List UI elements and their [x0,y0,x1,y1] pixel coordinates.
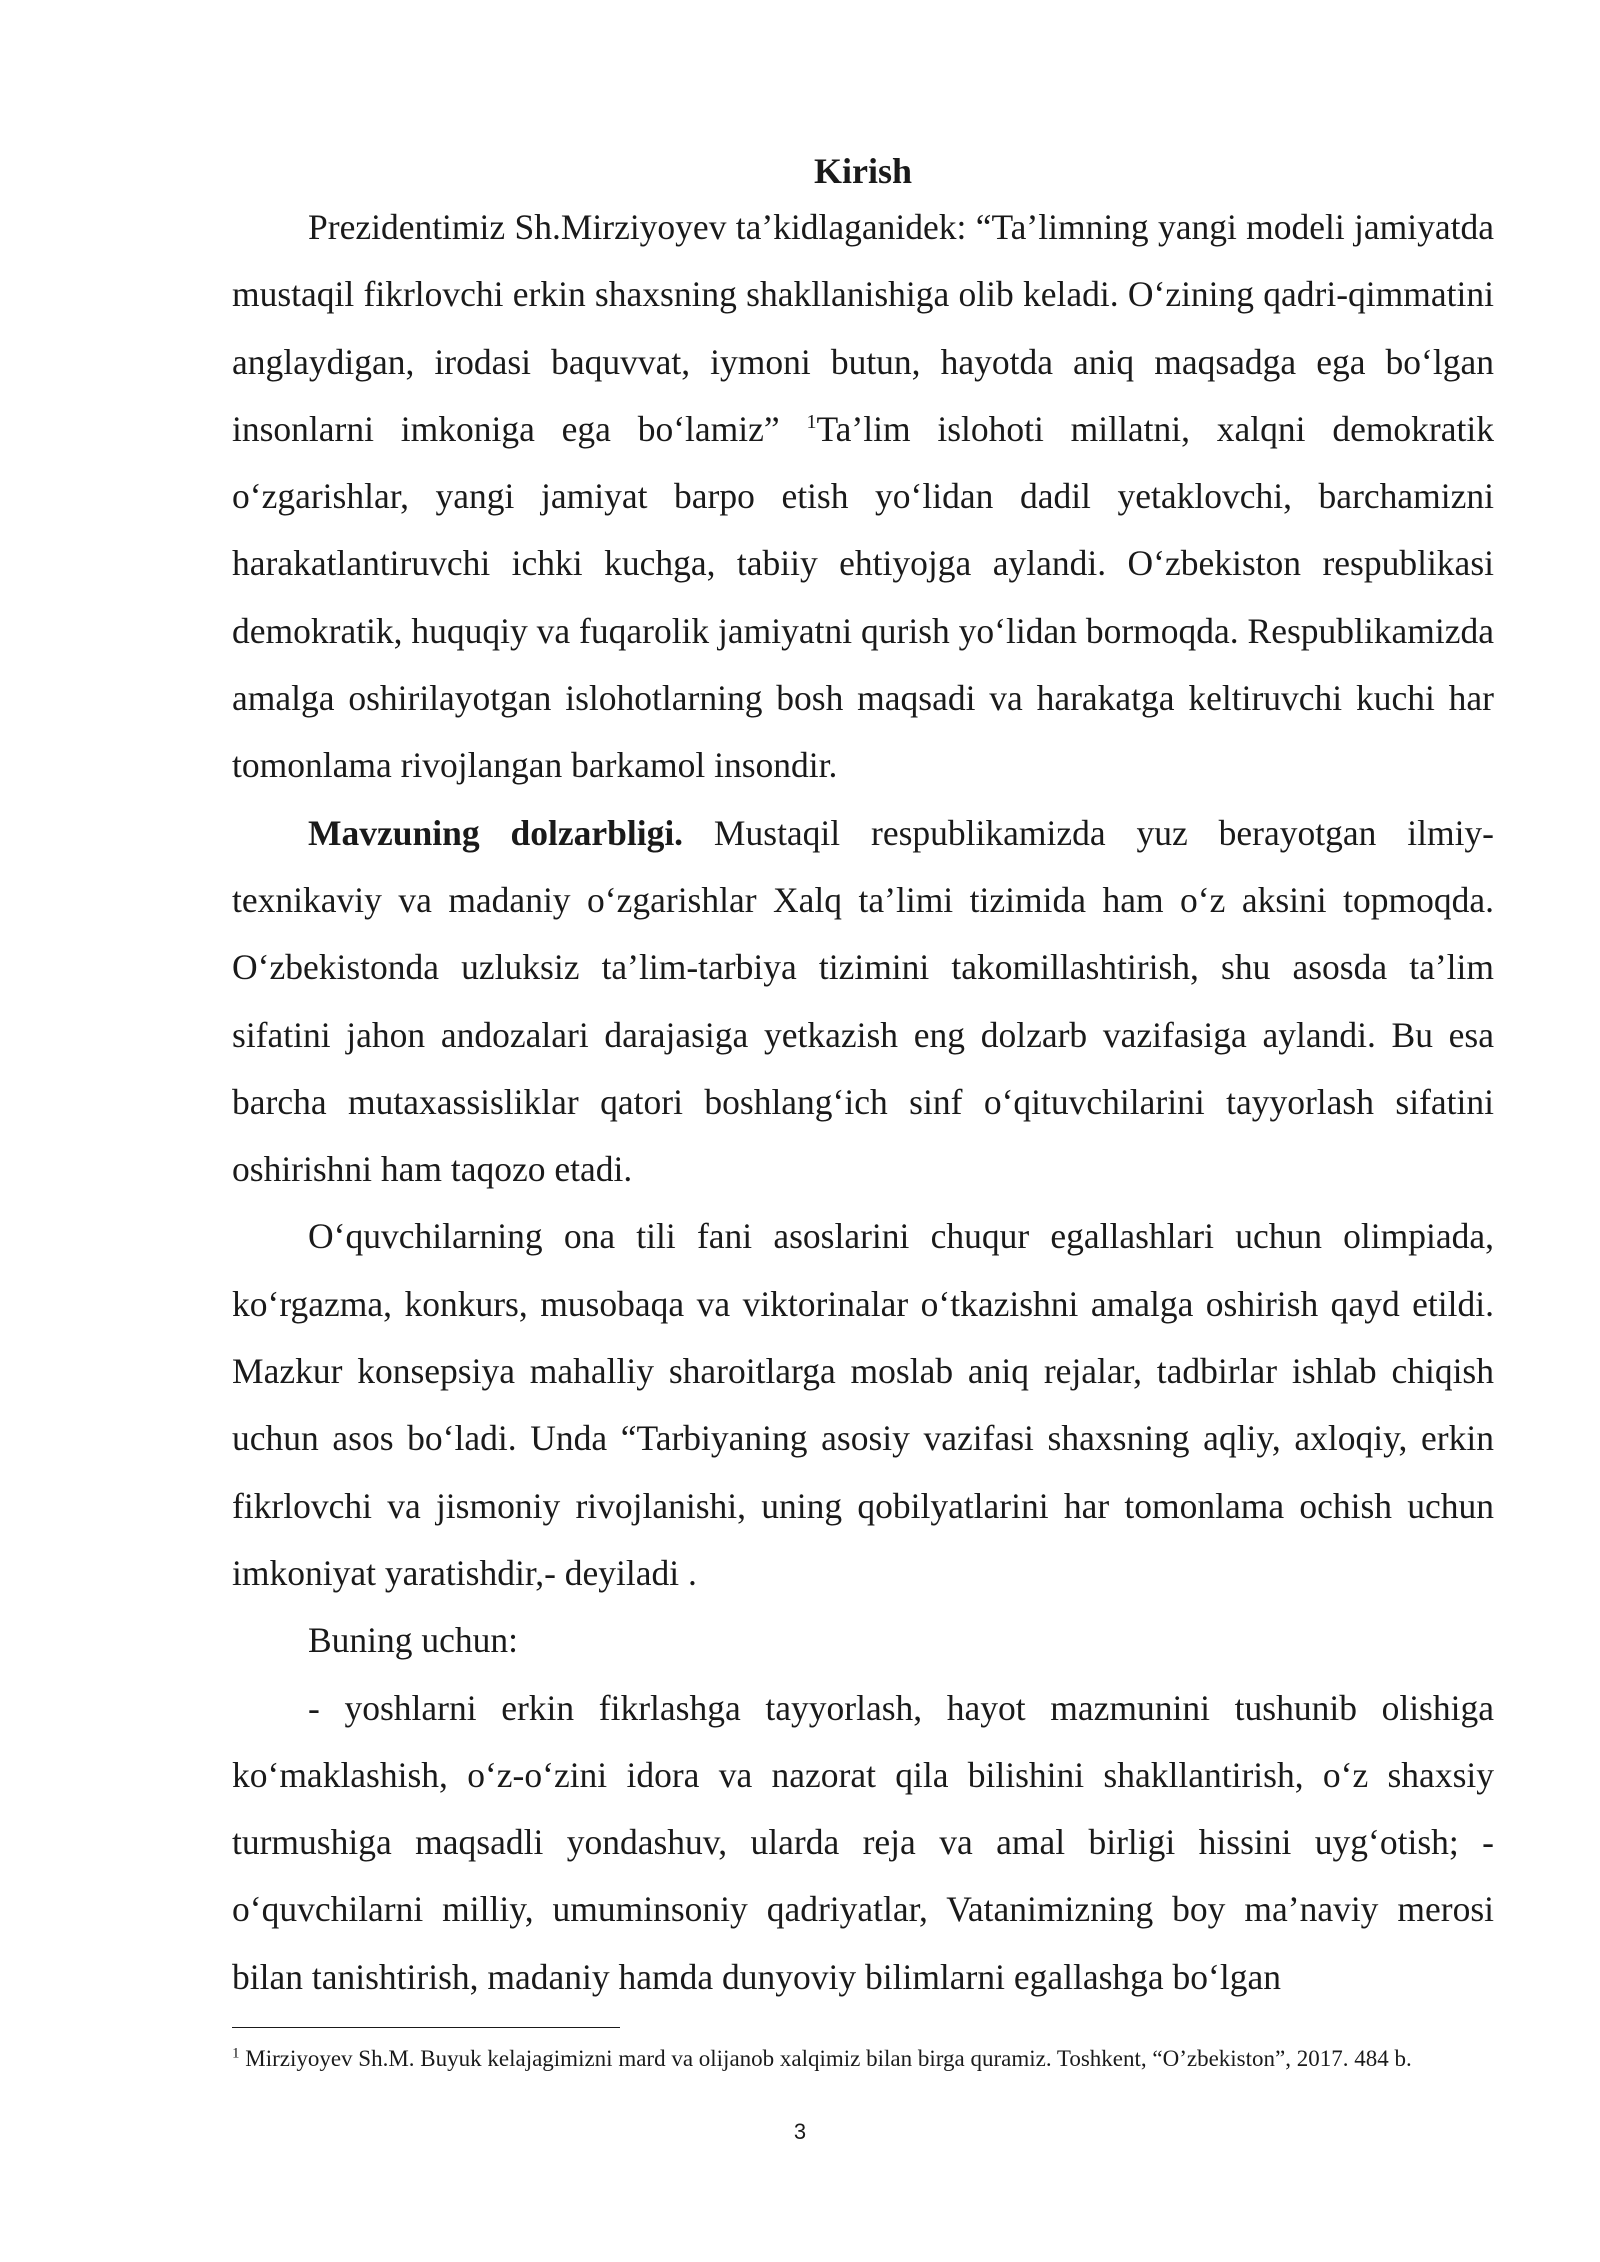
footnote-separator [232,2027,620,2028]
paragraph-text: - yoshlarni erkin fikrlashga tayyorlash, hayot mazmunini tushunib olishiga ko‘maklashish, o‘z-o‘zini idora va nazorat qila bilishini shakllantirish, o‘z shaxsiy turmushiga maqsadli yondashuv, ularda reja va amal birligi hissini uyg‘otish; -o‘quvchilarni milliy, umuminsoniy qadriyatlar, Vatanimizning boy ma’naviy merosi bilan tanishtirish, madaniy hamda dunyoviy bilimlarni egallashga bo‘lgan [232,1687,1494,1997]
paragraph-text: Prezidentimiz Sh.Mirziyoyev ta’kidlaganidek: “Ta’limning yangi modeli jamiyatda mustaqil fikrlovchi erkin shaxsning shakllanishiga olib keladi. O‘zining qadri-qimmatini anglaydigan, irodasi baquvvat, iymoni butun, hayotda aniq maqsadga ega bo‘lgan insonlarni imkoniga ega bo‘lamiz” [232,207,1494,449]
paragraph-list-items [232,1675,1494,2011]
paragraph-text: O‘quvchilarning ona tili fani asoslarini chuqur egallashlari uchun olimpiada, ko‘rgazma, konkurs, musobaqa va viktorinalar o‘tkazishni amalga oshirish qayd etildi. Mazkur konsepsiya mahalliy sharoitlarga moslab aniq rejalar, tadbirlar ishlab chiqish uchun asos bo‘ladi. Unda “Tarbiyaning asosiy vazifasi shaxsning aqliy, axloqiy, erkin fikrlovchi va jismoniy rivojlanishi, uning qobilyatlarini har tomonlama ochish uchun imkoniyat yaratishdir,- deyiladi . [232,1216,1494,1593]
footnote [232,2044,1494,2074]
paragraph-text: Buning uchun: [308,1620,519,1661]
page-body [232,148,1494,2011]
paragraph-intro [232,194,1494,800]
page-number: 3 [793,2119,807,2144]
paragraph-text: Mustaqil respublikamizda yuz berayotgan ilmiy-texnikaviy va madaniy o‘zgarishlar Xalq ta’limi tizimida ham o‘z aksini topmoqda. O‘zbekistonda uzluksiz ta’lim-tarbiya tizimini takomillashtirish, shu asosda ta’lim sifatini jahon andozalari darajasiga yetkazish eng dolzarb vazifasiga aylandi. Bu esa barcha mutaxassisliklar qatori boshlang‘ich sinf o‘qituvchilarini tayyorlash sifatini oshirishni ham taqozo etadi. [232,812,1495,1190]
paragraph-text-continued: Ta’lim islohoti millatni, xalqni demokratik o‘zgarishlar, yangi jamiyat barpo etish yo‘lidan dadil yetaklovchi, barchamizni harakatlantiruvchi ichki kuchga, tabiiy ehtiyojga aylandi. O‘zbekiston respublikasi demokratik, huquqiy va fuqarolik jamiyatni qurish yo‘lidan bormoqda. Respublikamizda amalga oshirilayotgan islohotlarning bosh maqsadi va harakatga keltiruvchi kuchi har tomonlama rivojlangan barkamol insondir. [232,408,1494,786]
paragraph-relevance [232,800,1494,1204]
paragraph-lead-heading: Mavzuning dolzarbligi. [308,812,684,853]
page-title: Kirish [813,151,912,191]
footnote-reference[interactable]: 1 [806,411,817,434]
footnote-mark: 1 [232,2045,240,2062]
paragraph-for-this [232,1607,1494,1674]
footnote-text: Mirziyoyev Sh.M. Buyuk kelajagimizni mard va olijanob xalqimiz bilan birga quramiz. Toshkent, “O’zbekiston”, 2017. 484 b. [239,2046,1412,2071]
paragraph-olympiad [232,1203,1494,1607]
